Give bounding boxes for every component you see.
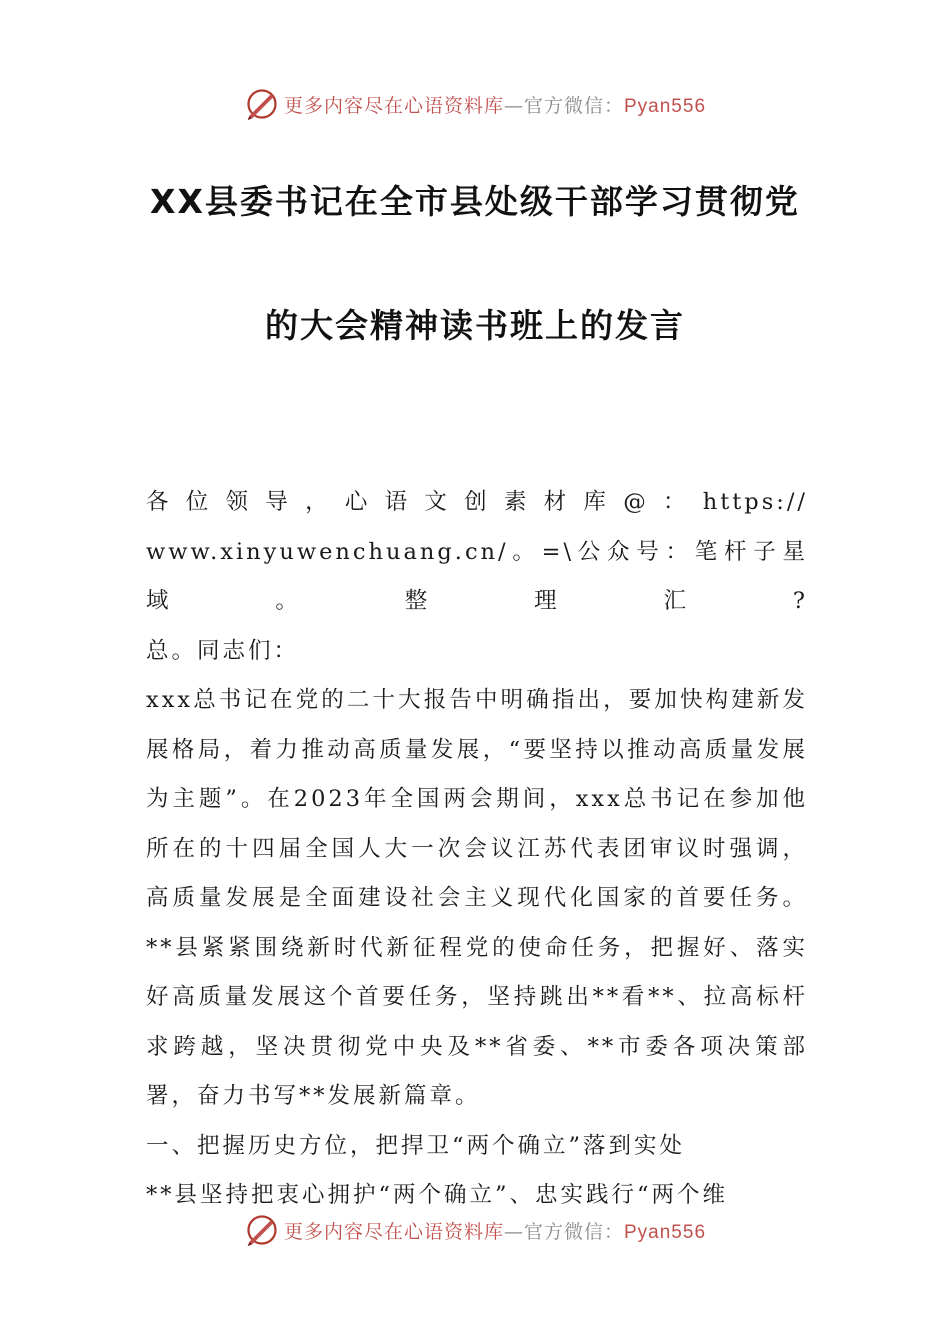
pen-logo-icon (244, 1212, 280, 1248)
greeting-line-1: 各位领导，心语文创素材库@：https:// (146, 489, 808, 515)
document-title-line-2: 的大会精神读书班上的发言 (265, 306, 685, 345)
pen-logo-icon (244, 86, 280, 122)
watermark-separator: —官方微信： (503, 1220, 624, 1243)
section-heading-1: 一、把握历史方位，把捍卫“两个确立”落到实处 (146, 1132, 686, 1159)
footer-watermark (0, 1210, 950, 1250)
paragraph-1: xxx总书记在党的二十大报告中明确指出，要加快构建新发展格局，着力推动高质量发展，“要坚持以推动高质量发展为主题”。在2023年全国两会期间，xxx总书记在参加他所在的十四届全国人大一次会议江苏代表团审议时强调，高质量发展是全面建设社会主义现代化国家的首要任务。**县紧紧围绕新时代新征程党的使命任务，把握好、落实好高质量发展这个首要任务，坚持跳出**看**、拉高标杆求跨越，坚决贯彻党中央及**省委、**市委各项决策部署，奋力书写**发展新篇章。 (146, 687, 808, 1109)
watermark-main-text: 更多内容尽在心语资料库 (283, 1220, 504, 1243)
header-watermark (0, 84, 950, 124)
document-body (146, 478, 808, 1221)
watermark-separator: —官方微信： (503, 94, 624, 117)
paragraph-2: **县坚持把衷心拥护“两个确立”、忠实践行“两个维 (146, 1182, 729, 1208)
watermark-wechat-id: Pyan556 (624, 95, 707, 117)
greeting-line-3: 总。同志们： (146, 637, 300, 664)
watermark-main-text: 更多内容尽在心语资料库 (283, 94, 504, 117)
greeting-line-2: www.xinyuwenchuang.cn/。=\公众号：笔杆子星域。整理汇? (146, 538, 808, 614)
watermark-wechat-id: Pyan556 (624, 1221, 707, 1243)
document-title-line-1: XX县委书记在全市县处级干部学习贯彻党 (150, 182, 800, 221)
